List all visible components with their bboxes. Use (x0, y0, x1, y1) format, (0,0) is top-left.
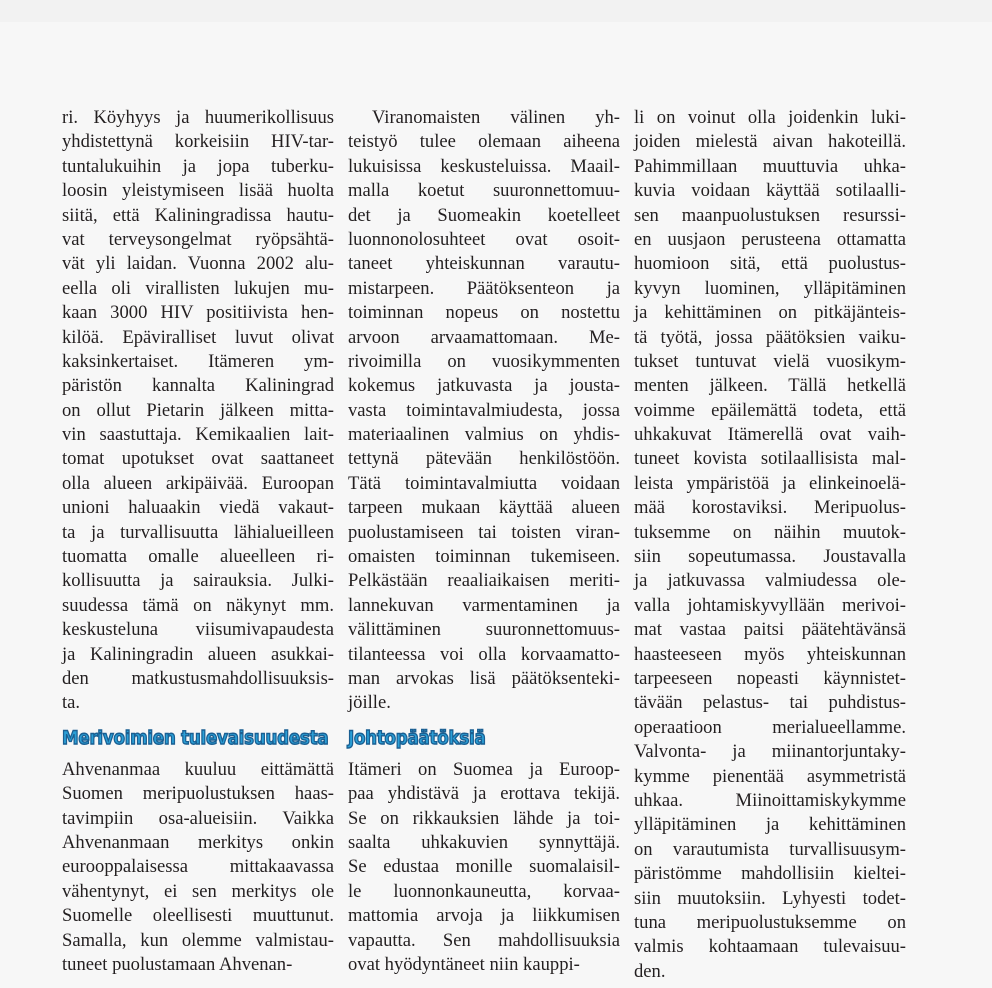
text-line: operaatioon merialueellamme. (634, 716, 906, 738)
text-line: man arvokas lisä päätöksenteki- (348, 667, 620, 689)
text-line: tilanteessa voi olla korvaamatto- (348, 643, 620, 665)
text-line: kokemus jatkuvasta ja jousta- (348, 375, 620, 397)
text-line: Samalla, kun olemme valmistau- (62, 929, 334, 951)
text-line: huomioon sitä, että puolustus- (634, 253, 906, 275)
text-line: arvoon arvaamattomaan. Me- (348, 326, 620, 348)
text-line: keskusteluna viisumivapaudesta (62, 619, 334, 641)
text-line: suudessa tämä on näkynyt mm. (62, 594, 334, 616)
text-line: valmis kohtaamaan tulevaisuu- (634, 936, 906, 958)
text-line: loosin yleistymiseen lisää huolta (62, 180, 334, 202)
text-line: lannekuvan varmentaminen ja (348, 594, 620, 616)
text-line: malla koetut suuronnettomuu- (348, 180, 620, 202)
text-line: Ahvenanmaa kuuluu eittämättä (62, 758, 334, 780)
text-line: Tätä toimintavalmiutta voidaan (348, 472, 620, 494)
text-line: paa yhdistävä ja erottava tekijä. (348, 783, 620, 805)
text-line: Se edustaa monille suomalaisil- (348, 856, 620, 878)
text-line: tarpeeseen nopeasti käynnistet- (634, 667, 906, 689)
text-line: ovat hyödyntäneet niin kauppi- (348, 953, 580, 975)
paragraph (634, 106, 906, 984)
text-line: joiden mielestä aivan hakoteillä. (634, 131, 906, 153)
text-line: valla johtamiskyvyllään merivoi- (634, 594, 906, 616)
text-line: tuomatta omalle alueelleen ri- (62, 546, 334, 568)
text-line: omaisten toiminnan tukemiseen. (348, 546, 620, 568)
text-line: tavimpiin osa-alueisiin. Vaikka (62, 807, 334, 829)
text-line: tuna meripuolustuksemme on (634, 911, 906, 933)
text-line: kaksinkertaiset. Itämeren ym- (62, 350, 334, 372)
text-line: leista ympäristöä ja elinkeinoelä- (634, 472, 906, 494)
text-line: kaan 3000 HIV positiivista hen- (62, 302, 334, 324)
text-line: eella oli virallisten lukujen mu- (62, 277, 334, 299)
text-line: mat vastaa paitsi päätehtävänsä (634, 619, 906, 641)
text-line: eurooppalaisessa mittakaavassa (62, 856, 334, 878)
text-line: taneet yhteiskunnan varautu- (348, 253, 620, 275)
text-line: voimme epäilemättä todeta, että (634, 399, 906, 421)
text-line: tuntalukuihin ja jopa tuberku- (62, 155, 334, 177)
paragraph (348, 758, 620, 978)
page-top-band (0, 0, 992, 22)
text-line: en uusjaon perusteena ottamatta (634, 228, 906, 250)
text-line: tä työtä, jossa päätöksien vaiku- (634, 326, 906, 348)
text-line: ri. Köyhyys ja huumerikollisuus (62, 107, 334, 128)
text-line: päristön kannalta Kaliningrad (62, 375, 334, 397)
text-line: teistyö tulee olemaan aiheena (348, 131, 620, 153)
text-line: Ahvenanmaan merkitys onkin (62, 831, 334, 853)
text-line: ta ja turvallisuutta lähialueilleen (62, 521, 334, 543)
text-line: tukset tuntuvat vielä vuosikym- (634, 350, 906, 372)
text-line: vasta toimintavalmiudesta, jossa (348, 399, 620, 421)
text-line: le luonnonkauneutta, korvaa- (348, 880, 620, 902)
text-line: saalta uhkakuvien synnyttäjä. (348, 831, 620, 853)
text-column-1 (62, 106, 334, 977)
text-line: ja kehittäminen on pitkäjänteis- (634, 302, 906, 324)
text-line: jöille. (348, 692, 391, 714)
text-line: tävään pelastus- tai puhdistus- (634, 692, 906, 714)
text-line: Suomelle oleellisesti muuttunut. (62, 905, 334, 927)
text-line: tarpeen mukaan käyttää alueen (348, 497, 620, 519)
text-line: tomat upotukset ovat saattaneet (62, 448, 334, 470)
text-line: välittäminen suuronnettomuus- (348, 619, 620, 641)
text-line: siitä, että Kaliningradissa hautu- (62, 204, 334, 226)
text-line: vat terveysongelmat ryöpsähtä- (62, 228, 334, 250)
text-line: olla alueen arkipäivää. Euroopan (62, 472, 334, 494)
text-line: lukuisissa keskusteluissa. Maail- (348, 155, 620, 177)
text-line: rivoimilla on vuosikymmenten (348, 350, 620, 372)
text-line: päristömme mahdollisiin kieltei- (634, 863, 906, 885)
text-line: Itämeri on Suomea ja Euroop- (348, 758, 620, 780)
text-column-2 (348, 106, 620, 977)
text-line: kuvia voidaan käyttää sotilaalli- (634, 180, 906, 202)
text-line: tuksemme on näihin muutok- (634, 521, 906, 543)
text-line: vät yli laidan. Vuonna 2002 alu- (62, 253, 334, 275)
text-line: Suomen meripuolustuksen haas- (62, 783, 334, 805)
text-line: toiminnan nopeus on nostettu (348, 302, 620, 324)
text-line: mattomia arvoja ja liikkumisen (348, 905, 620, 927)
text-line: vapautta. Sen mahdollisuuksia (348, 929, 620, 951)
text-line: Valvonta- ja miinantorjuntaky- (634, 741, 906, 763)
text-line: den matkustusmahdollisuuksis- (62, 667, 334, 689)
text-line: ylläpitäminen ja kehittäminen (634, 814, 906, 836)
text-line: mistarpeen. Päätöksenteon ja (348, 277, 620, 299)
paragraph (348, 106, 620, 716)
text-line: Pahimmillaan muuttuvia uhka- (634, 155, 906, 177)
text-line: ja Kaliningradin alueen asukkai- (62, 643, 334, 665)
text-line: uhkakuvat Itämerellä ovat vaih- (634, 424, 906, 446)
text-line: haasteeseen myös yhteiskunnan (634, 643, 906, 665)
text-line: sen maanpuolustuksen resurssi- (634, 204, 906, 226)
text-line: kollisuutta ja sairauksia. Julki- (62, 570, 334, 592)
text-line: mää korostaviksi. Meripuolus- (634, 497, 906, 519)
text-line: den. (634, 960, 666, 982)
text-line: materiaalinen valmius on yhdis- (348, 424, 620, 446)
text-line: kyvyn luominen, ylläpitäminen (634, 277, 906, 299)
text-line: det ja Suomeakin koetelleet (348, 204, 620, 226)
text-line: on varautumista turvallisuusym- (634, 838, 906, 860)
text-line: kilöä. Epäviralliset luvut olivat (62, 326, 334, 348)
paragraph (62, 106, 334, 716)
text-line: on ollut Pietarin jälkeen mitta- (62, 399, 334, 421)
text-line: puolustamiseen tai toisten viran- (348, 521, 620, 543)
text-line: siin muutoksiin. Lyhyesti todet- (634, 887, 906, 909)
text-line: tuneet kovista sotilaallisista mal- (634, 448, 906, 470)
text-line: kymme pienentää asymmetristä (634, 765, 906, 787)
text-line: Viranomaisten välinen yh- (372, 107, 620, 128)
text-line: li on voinut olla joidenkin luki- (634, 107, 906, 128)
text-line: unioni haluaakin viedä vakaut- (62, 497, 334, 519)
section-heading: Johtopäätöksiä (348, 726, 486, 749)
section-heading: Merivoimien tulevaisuudesta (62, 726, 329, 749)
text-line: Se on rikkauksien lähde ja toi- (348, 807, 620, 829)
text-line: tettynä pätevään henkilöstöön. (348, 448, 620, 470)
text-line: yhdistettynä korkeisiin HIV-tar- (62, 131, 334, 153)
paragraph (62, 758, 334, 978)
text-line: vähentynyt, ei sen merkitys ole (62, 880, 334, 902)
text-line: vin saastuttaja. Kemikaalien lait- (62, 424, 334, 446)
text-line: tuneet puolustamaan Ahvenan- (62, 953, 293, 975)
text-line: uhkaa. Miinoittamiskykymme (634, 789, 906, 811)
text-line: siin sopeutumassa. Joustavalla (634, 546, 906, 568)
text-column-3 (634, 106, 906, 984)
text-line: Pelkästään reaaliaikaisen meriti- (348, 570, 620, 592)
text-line: menten jälkeen. Tällä hetkellä (634, 375, 906, 397)
text-line: ta. (62, 692, 81, 714)
text-line: ja jatkuvassa valmiudessa ole- (634, 570, 906, 592)
text-line: luonnonolosuhteet ovat osoit- (348, 228, 620, 250)
